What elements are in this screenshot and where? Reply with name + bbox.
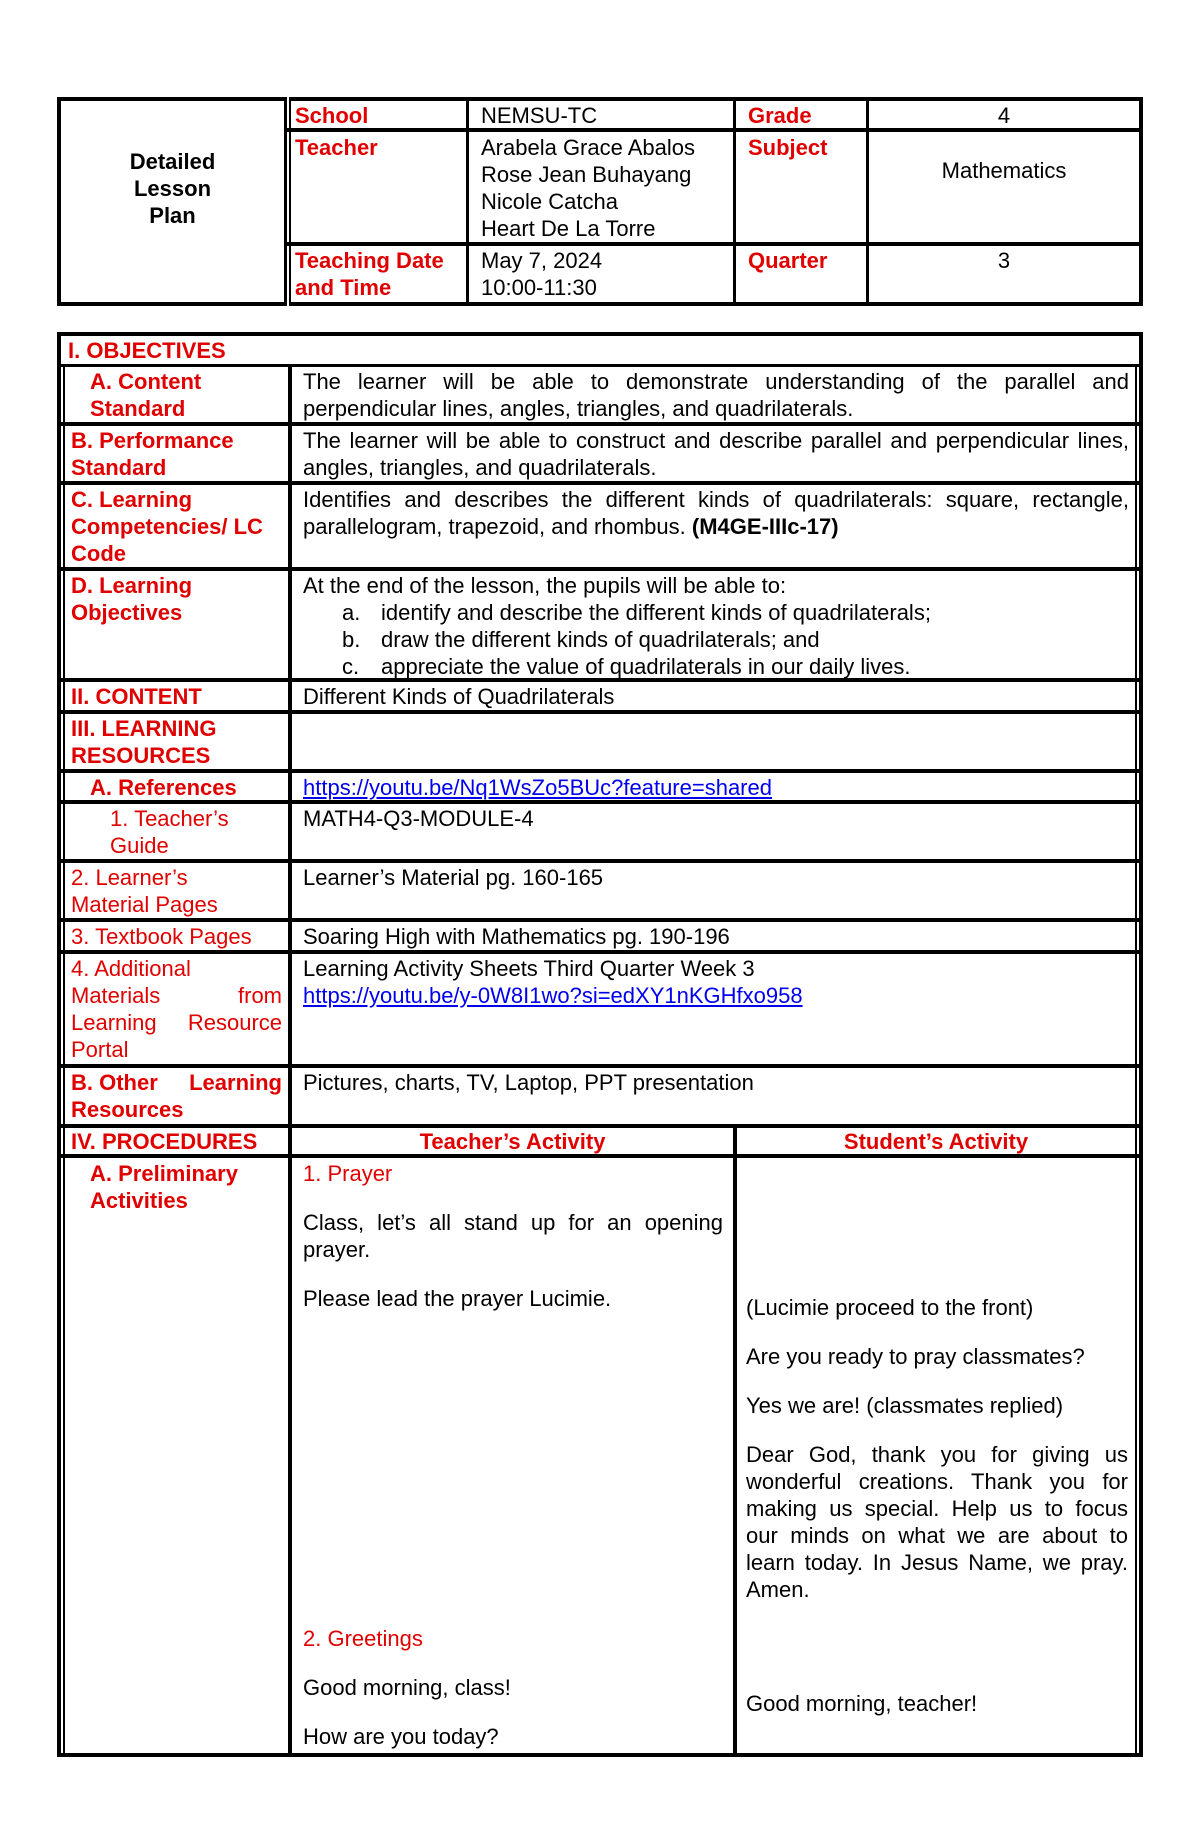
- school-value: NEMSU-TC: [481, 103, 598, 128]
- rule: [61, 859, 1139, 863]
- label-line: Code: [71, 541, 126, 566]
- label-line: B. Performance: [71, 428, 234, 453]
- additional-materials-link[interactable]: https://youtu.be/y-0W8I1wo?si=edXY1nKGHfxo958: [303, 983, 803, 1008]
- competencies-text: [303, 486, 1129, 540]
- student-response: Are you ready to pray classmates?: [746, 1344, 1085, 1369]
- teachers-guide-text: MATH4-Q3-MODULE-4: [303, 806, 534, 831]
- rule: [733, 1125, 737, 1753]
- teacher-prayer-leader: Please lead the prayer Lucimie.: [303, 1286, 612, 1311]
- student-prayer: Dear God, thank you for giving us wonderful creations. Thank you for making us special. Help us to focus our minds on what we are about to learn today. In Jesus Name, we pray. Amen.: [746, 1442, 1128, 1602]
- references-link[interactable]: https://youtu.be/Nq1WsZo5BUc?feature=shared: [303, 775, 772, 800]
- student-response: (Lucimie proceed to the front): [746, 1295, 1034, 1320]
- content-heading: II. CONTENT: [71, 684, 202, 709]
- performance-standard-label: [71, 427, 234, 481]
- rule: [61, 364, 1139, 367]
- rule: [57, 332, 1143, 336]
- student-activity-header: Student’s Activity: [843, 1129, 1029, 1154]
- procedures-heading: IV. PROCEDURES: [71, 1129, 258, 1154]
- content-standard-label: [90, 368, 201, 422]
- label-line: Material Pages: [71, 892, 218, 917]
- label-line: [71, 1069, 282, 1096]
- competencies-description: Identifies and describes the different kinds of quadrilaterals: square, rectangle, parallelogram, trapezoid, and rhombus.: [303, 487, 1129, 539]
- grade-label: Grade: [748, 103, 812, 128]
- additional-materials-label: [71, 955, 282, 1063]
- teaching-date-label: [295, 247, 444, 301]
- greetings-heading: 2. Greetings: [303, 1626, 423, 1651]
- student-greeting: Good morning, teacher!: [746, 1691, 978, 1716]
- label-word: from: [238, 983, 282, 1008]
- rule: [61, 950, 1139, 954]
- subject-value: Mathematics: [941, 158, 1067, 183]
- performance-standard-text: The learner will be able to construct and describe parallel and perpendicular lines, angles, triangles, and quadrilaterals.: [303, 428, 1129, 480]
- teacher-name: Heart De La Torre: [481, 216, 656, 241]
- label-line: A. Preliminary: [90, 1161, 238, 1186]
- list-text: appreciate the value of quadrilaterals in our daily lives.: [381, 654, 911, 679]
- rule: [61, 481, 1139, 485]
- quarter-value: 3: [997, 248, 1011, 273]
- label-line: Activities: [90, 1188, 188, 1213]
- label-line: Standard: [71, 455, 167, 480]
- preliminary-activities-label: [90, 1160, 238, 1214]
- list-text: identify and describe the different kinds of quadrilaterals;: [381, 600, 931, 625]
- list-letter: a.: [342, 600, 361, 625]
- rule: [57, 302, 1143, 306]
- list-letter: c.: [342, 654, 360, 679]
- rule: [57, 1753, 1143, 1757]
- title-line: Lesson: [133, 176, 212, 201]
- date-value: May 7, 2024: [481, 248, 603, 273]
- rule: [288, 366, 292, 1753]
- label-line: D. Learning: [71, 573, 193, 598]
- competency-code: (M4GE-IIIc-17): [691, 514, 839, 539]
- additional-materials-content: [303, 955, 803, 1009]
- title-line: Plan: [149, 203, 196, 228]
- additional-materials-text: Learning Activity Sheets Third Quarter Week 3: [303, 956, 755, 981]
- label-line: 4. Additional: [71, 956, 191, 981]
- teacher-name: Rose Jean Buhayang: [481, 162, 692, 187]
- learning-objectives-label: [71, 572, 192, 626]
- label-line: Portal: [71, 1037, 129, 1062]
- rule: [61, 567, 1139, 571]
- references-label: A. References: [90, 775, 237, 800]
- teacher-name: Arabela Grace Abalos: [481, 135, 696, 160]
- objectives-intro: At the end of the lesson, the pupils will be able to:: [303, 573, 787, 598]
- rule: [63, 366, 65, 1753]
- list-text: draw the different kinds of quadrilaterals; and: [381, 627, 820, 652]
- label-word: Learning: [71, 1010, 157, 1035]
- list-item: [303, 653, 931, 680]
- label-line: A. Content: [90, 369, 202, 394]
- resources-heading: [71, 715, 216, 769]
- learners-material-label: [71, 864, 218, 918]
- date-label-line: and Time: [295, 275, 392, 300]
- label-line: Resources: [71, 1097, 184, 1122]
- list-item: [303, 599, 931, 626]
- label-line: 1. Teacher’s: [110, 806, 229, 831]
- teachers-guide-label: [110, 805, 229, 859]
- rule: [61, 710, 1139, 714]
- teacher-name: Nicole Catcha: [481, 189, 618, 214]
- label-line: Objectives: [71, 600, 183, 625]
- content-standard-text: The learner will be able to demonstrate understanding of the parallel and perpendicular lines, angles, triangles, and quadrilaterals.: [303, 369, 1129, 421]
- teaching-date-value: [481, 247, 602, 301]
- competencies-label: [71, 486, 263, 567]
- label-line: 2. Learner’s: [71, 865, 188, 890]
- other-resources-text: Pictures, charts, TV, Laptop, PPT presentation: [303, 1070, 754, 1095]
- label-line: Guide: [110, 833, 169, 858]
- label-word: Resource: [187, 1010, 282, 1035]
- teacher-prayer-instruction: Class, let’s all stand up for an opening prayer.: [303, 1210, 723, 1262]
- list-item: [303, 626, 931, 653]
- label-line: [71, 1009, 282, 1036]
- rule: [61, 1064, 1139, 1068]
- heading-line: RESOURCES: [71, 743, 211, 768]
- label-line: Competencies/ LC: [71, 514, 263, 539]
- title-line: Detailed: [129, 149, 216, 174]
- learners-material-text: Learner’s Material pg. 160-165: [303, 865, 604, 890]
- school-label: School: [295, 103, 369, 128]
- label-line: [71, 982, 282, 1009]
- teacher-activity-header: Teacher’s Activity: [419, 1129, 606, 1154]
- textbook-label: 3. Textbook Pages: [71, 924, 252, 949]
- label-word: B. Other: [71, 1070, 158, 1095]
- rule: [61, 769, 1139, 773]
- rule: [284, 242, 1143, 246]
- prayer-heading: 1. Prayer: [303, 1161, 393, 1186]
- student-response: Yes we are! (classmates replied): [746, 1393, 1064, 1418]
- list-letter: b.: [342, 627, 361, 652]
- teacher-question: How are you today?: [303, 1724, 499, 1749]
- heading-line: III. LEARNING: [71, 716, 217, 741]
- grade-value: 4: [997, 103, 1011, 128]
- teacher-label: Teacher: [295, 135, 378, 160]
- time-value: 10:00-11:30: [481, 275, 597, 300]
- content-text: Different Kinds of Quadrilaterals: [303, 684, 615, 709]
- date-label-line: Teaching Date: [295, 248, 444, 273]
- label-word: Learning: [189, 1070, 282, 1095]
- rule: [61, 422, 1139, 426]
- textbook-text: Soaring High with Mathematics pg. 190-196: [303, 924, 730, 949]
- lesson-plan-title: [61, 148, 284, 229]
- rule: [61, 918, 1139, 922]
- teacher-greeting: Good morning, class!: [303, 1675, 511, 1700]
- label-line: Standard: [90, 396, 186, 421]
- teacher-names: [481, 134, 695, 242]
- objectives-heading: I. OBJECTIVES: [68, 338, 226, 363]
- other-resources-label: [71, 1069, 282, 1123]
- label-word: Materials: [71, 983, 161, 1008]
- quarter-label: Quarter: [748, 248, 828, 273]
- rule: [1135, 366, 1137, 1753]
- rule: [57, 332, 61, 1757]
- subject-label: Subject: [748, 135, 828, 160]
- label-line: C. Learning: [71, 487, 193, 512]
- rule: [1139, 332, 1143, 1757]
- learning-objectives-list: [303, 572, 931, 680]
- rule: [57, 97, 1143, 101]
